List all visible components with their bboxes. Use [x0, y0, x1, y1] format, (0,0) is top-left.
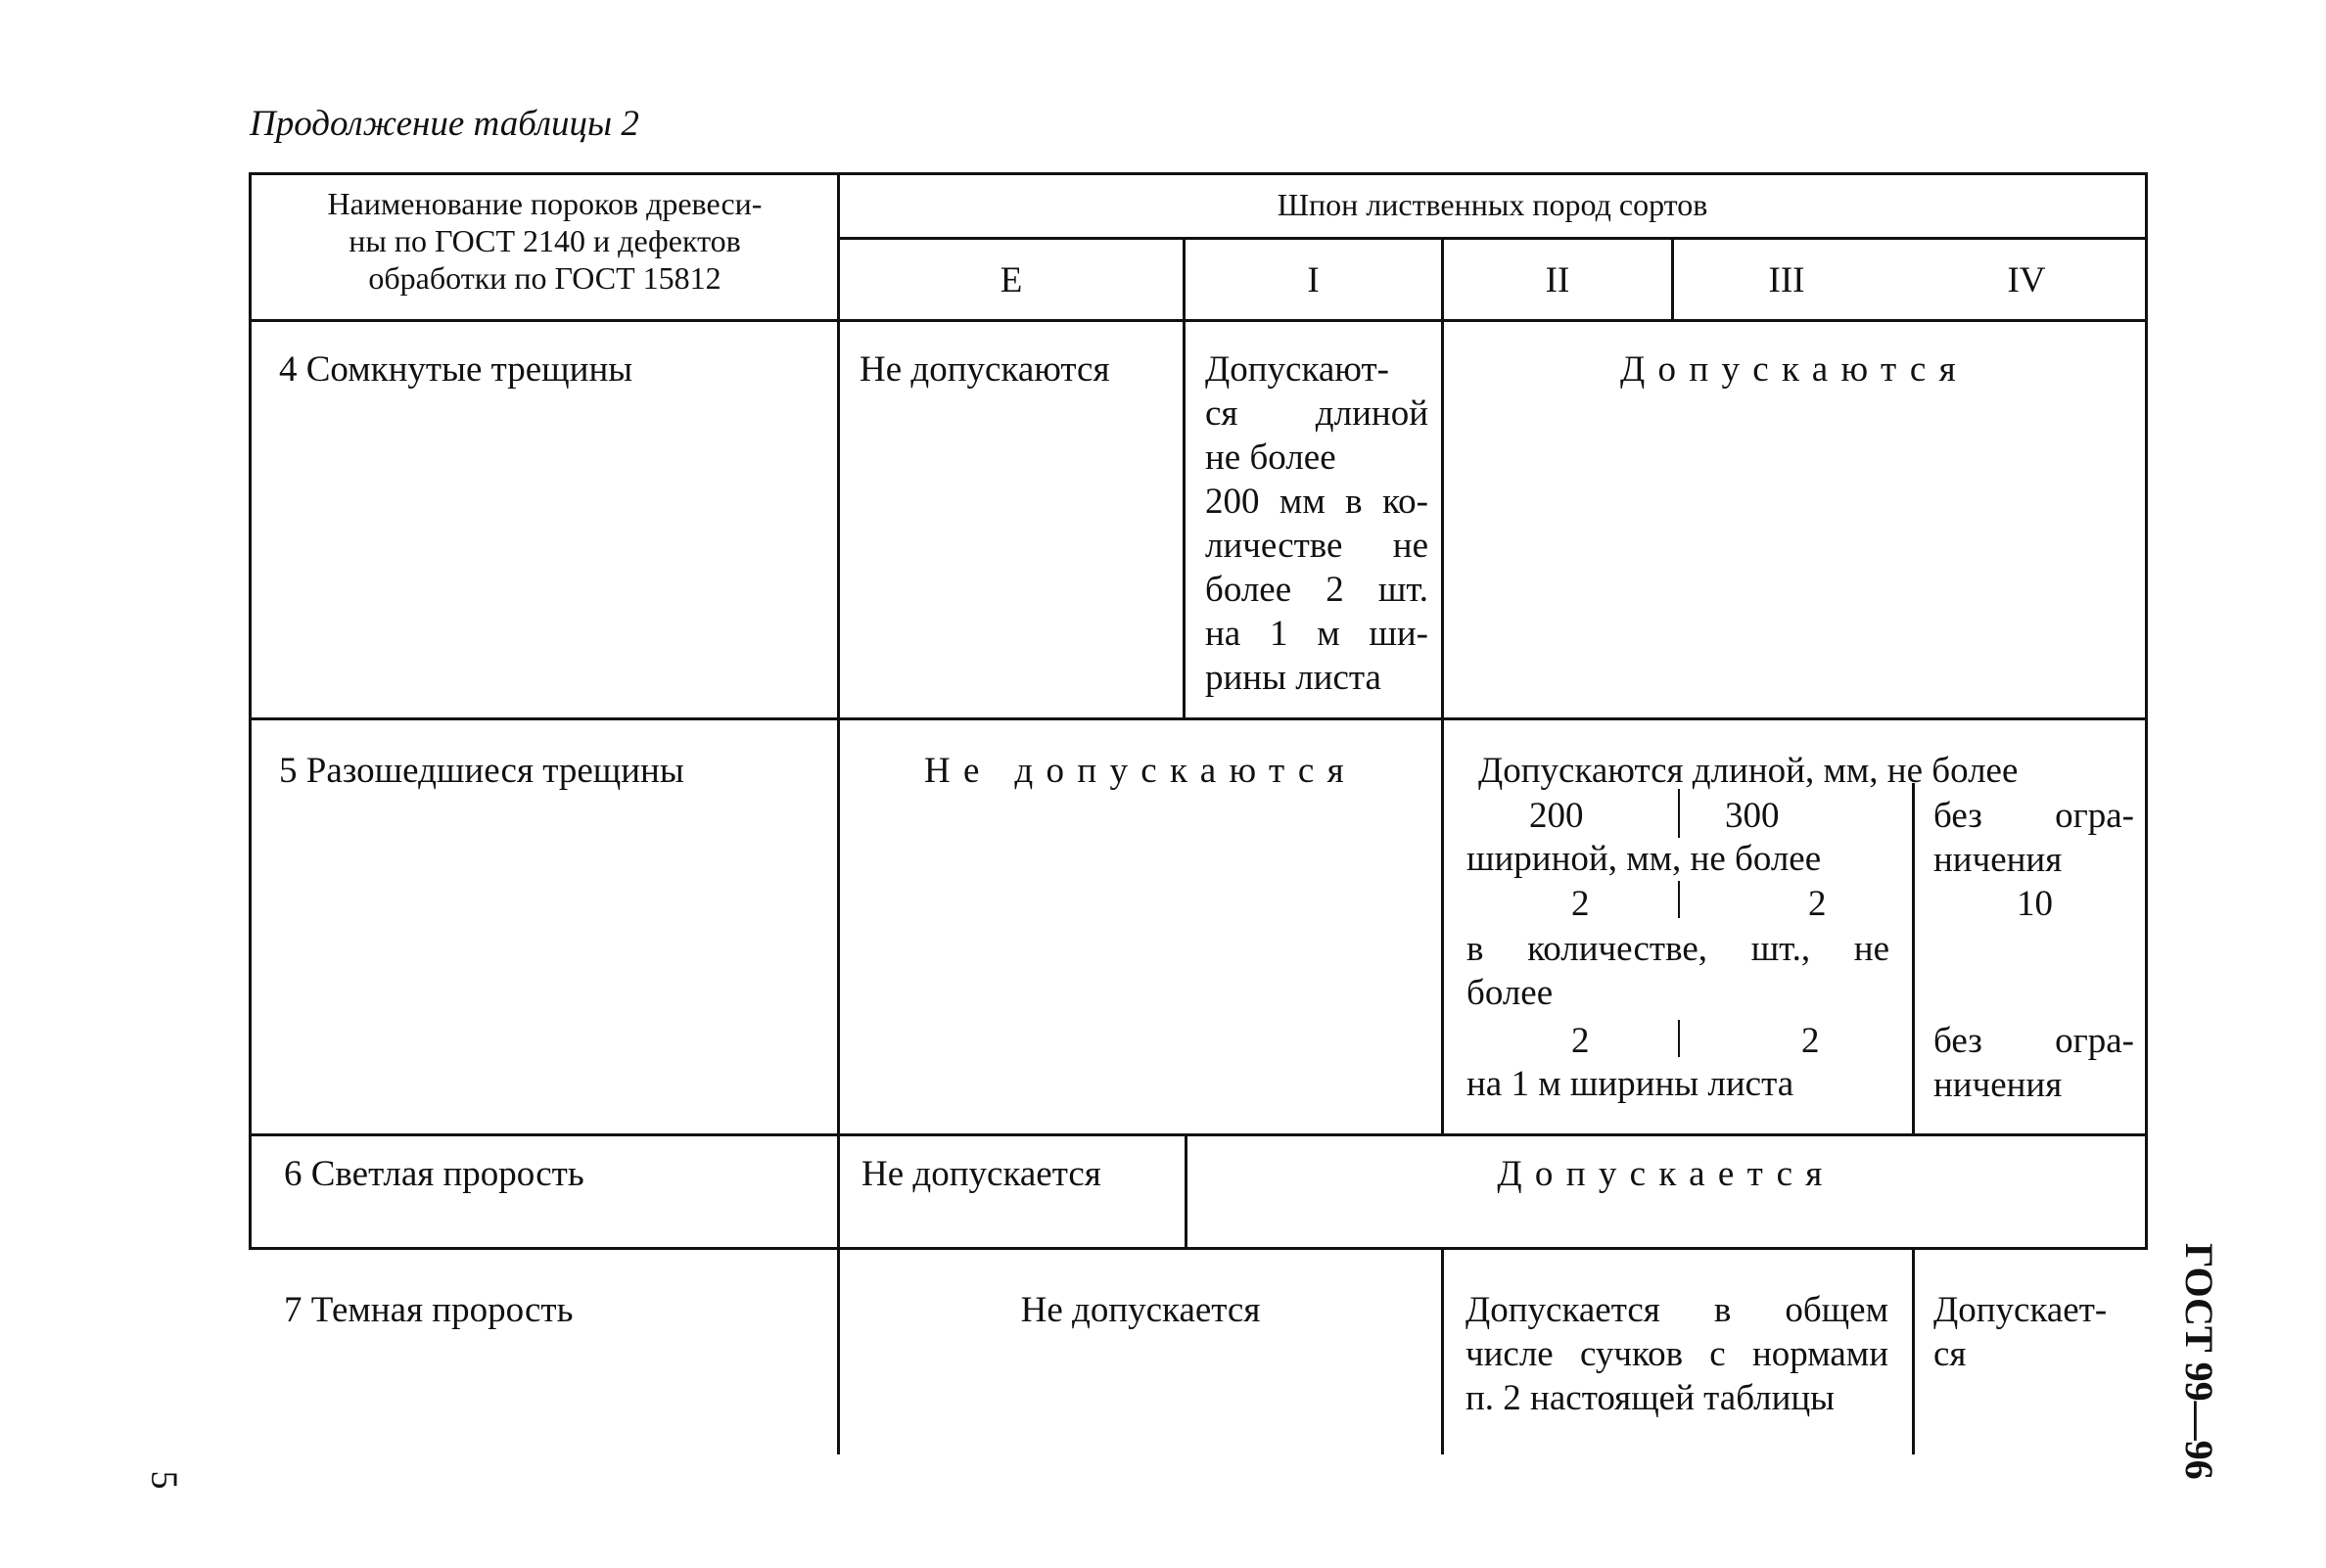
row5-length-iv: без огра- ничения — [1933, 796, 2134, 880]
header-grade-iv: IV — [2007, 260, 2046, 300]
row7-grade-iv: Допускает- ся — [1933, 1290, 2108, 1374]
row5-width-ii: 2 — [1571, 884, 1590, 924]
row5-width-iii: 2 — [1808, 884, 1827, 924]
row5-count-ii: 2 — [1571, 1021, 1590, 1061]
row5-length-heading: Допускаются длиной, мм, не более — [1478, 751, 2019, 791]
row5-count-iii: 2 — [1801, 1021, 1820, 1061]
row5-length-iii: 300 — [1725, 796, 1780, 836]
header-veneer-grades: Шпон лиственных пород сортов — [1277, 187, 1708, 222]
row4-defect-name: 4 Сомкнутые трещины — [279, 349, 633, 390]
row7-grades-e-i: Не допускается — [1020, 1290, 1261, 1330]
table-caption: Продолжение таблицы 2 — [250, 104, 639, 144]
header-defect-name: Наименование пороков древеси- ны по ГОСТ 2140 и дефектов обработки по ГОСТ 15812 — [327, 186, 763, 296]
row4-grade-e: Не допускаются — [860, 349, 1110, 390]
row5-grades-e-i: Не допускаются — [924, 751, 1357, 791]
row5-length-ii: 200 — [1529, 796, 1584, 836]
row6-grade-e: Не допускается — [861, 1154, 1101, 1194]
row5-width-iv: 10 — [2017, 884, 2053, 924]
header-grade-iii: III — [1768, 260, 1805, 300]
row4-grades-ii-iv: Допускаются — [1619, 349, 1970, 390]
header-grade-ii: II — [1545, 260, 1570, 300]
row6-grades-i-iv: Допускается — [1497, 1154, 1836, 1194]
row5-width-label: шириной, мм, не более — [1466, 839, 1822, 879]
row5-per-width-label: на 1 м ширины листа — [1466, 1064, 1794, 1104]
header-grade-e: Е — [1000, 260, 1023, 300]
row6-defect-name: 6 Светлая прорость — [284, 1154, 584, 1194]
row4-grade-i: Допускают- ся длиной не более 200 мм в ко- личестве не более 2 шт. на 1 м ши- рины листа — [1205, 349, 1428, 698]
standard-designation: ГОСТ 99—96 — [2177, 1243, 2221, 1480]
header-grade-i: I — [1307, 260, 1320, 300]
row5-count-iv: без огра- ничения — [1933, 1021, 2134, 1105]
page-number: 5 — [143, 1470, 185, 1490]
row7-defect-name: 7 Темная прорость — [284, 1290, 574, 1330]
row5-defect-name: 5 Разошедшиеся трещины — [279, 751, 684, 791]
row5-count-label: в количестве, шт., не более — [1466, 929, 1889, 1013]
row7-grades-ii-iii: Допускается в общем числе сучков с нормами п. 2 настоящей таблицы — [1465, 1290, 1888, 1418]
